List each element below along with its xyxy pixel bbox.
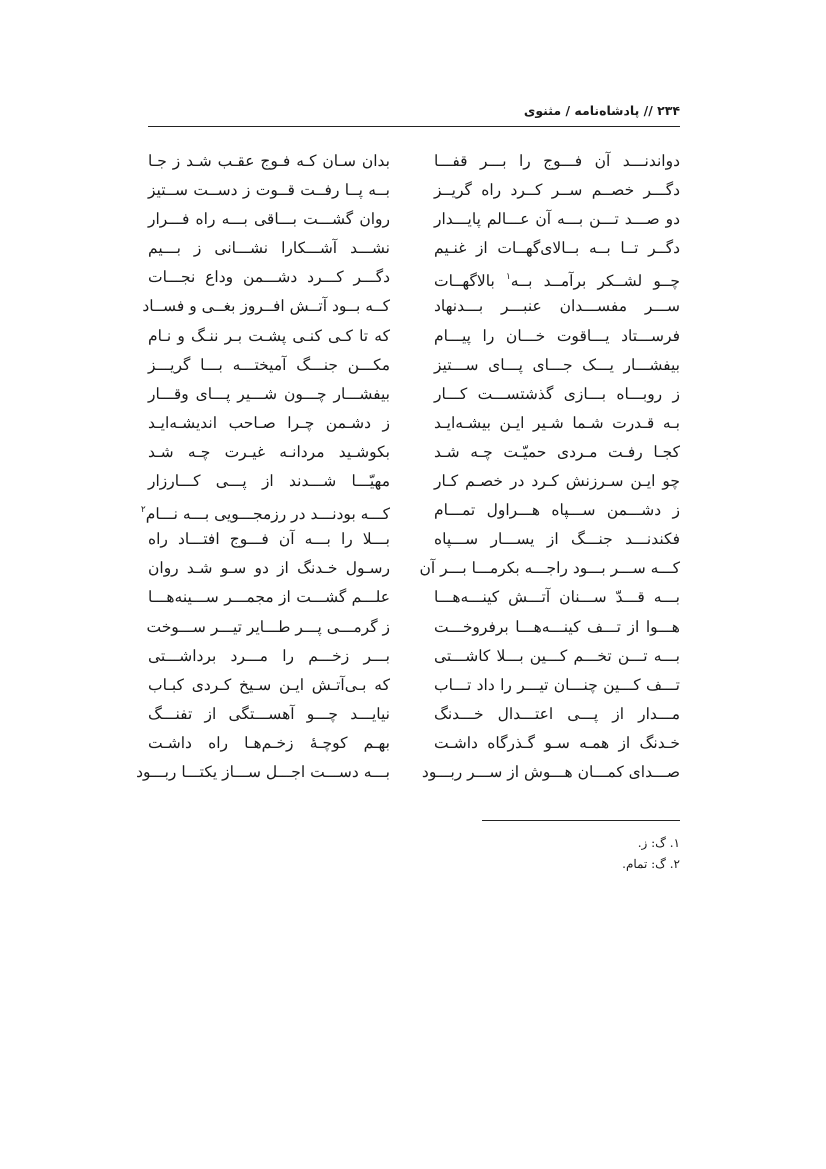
hemistich-right-text: کجـا رفـت مـردی حمیّـت چـه شـد — [434, 442, 680, 461]
hemistich-right — [434, 467, 680, 496]
hemistich-right — [434, 438, 680, 467]
couplet — [142, 292, 680, 321]
hemistich-left — [148, 671, 390, 700]
hemistich-left-text: بـــر زخـــم را مـــرد برداشـــتی — [148, 646, 390, 665]
hemistich-right — [434, 147, 680, 176]
hemistich-right-text: فکندنـــد جنـــگ از یســـار ســـپاه — [434, 530, 680, 549]
hemistich-right-text: بیفشـــار یـــک جـــای پـــای ســـتیز — [434, 355, 680, 374]
hemistich-right — [434, 409, 680, 438]
hemistich-left — [148, 380, 390, 409]
couplet — [148, 554, 680, 583]
footnote: ۱. گ: ز. — [637, 836, 680, 850]
hemistich-left-text: کــه بــود آتــش افــروز بغــی و فســاد — [142, 297, 390, 316]
couplet — [148, 351, 680, 380]
footnote-rule — [482, 820, 680, 821]
hemistich-right-tail: بالاگهــات — [434, 272, 506, 291]
hemistich-left — [148, 409, 390, 438]
couplet — [148, 263, 680, 292]
hemistich-right-text: فرســـتاد یـــاقوت خـــان را پیـــام — [434, 326, 680, 345]
hemistich-left — [148, 642, 390, 671]
hemistich-right-text: دگـــر خصــم ســر کــرد راه گریــز — [434, 181, 680, 200]
hemistich-right-text: دگــر تــا بــه بــالای‌گهــات از غنـیم — [434, 239, 680, 258]
hemistich-left-text: ز دشـمن چـرا صـاحب اندیشـه‌ایـد — [148, 413, 390, 432]
hemistich-left — [148, 729, 390, 758]
couplet — [148, 467, 680, 496]
couplet — [148, 147, 680, 176]
hemistich-left — [148, 554, 390, 583]
hemistich-left-text: دگـــر کـــرد دشـــمن وداع نجـــات — [148, 268, 390, 287]
couplet — [148, 613, 680, 642]
hemistich-right — [434, 292, 680, 321]
hemistich-left — [148, 263, 390, 292]
hemistich-right-text: خـدنگ از همـه سـو گـذرگاه داشـت — [434, 733, 680, 752]
couplet — [148, 583, 680, 612]
hemistich-right-text: هـــوا از تـــف کینـــه‌هـــا برفروخـــت — [434, 617, 680, 636]
hemistich-right-text: تـــف کـــین چنـــان تیـــر را داد تـــاب — [434, 675, 680, 694]
couplet — [148, 380, 680, 409]
couplet — [148, 205, 680, 234]
hemistich-left-text: بهـم کوچـهٔ زخـم‌هـا راه داشـت — [148, 733, 390, 752]
hemistich-right — [434, 583, 680, 612]
hemistich-right-text: بـــه قـــدّ ســـنان آتـــش کینـــه‌هـــا — [434, 588, 680, 607]
hemistich-left — [148, 438, 390, 467]
hemistich-right — [434, 700, 680, 729]
couplet — [148, 729, 680, 758]
hemistich-right-text: دو صـــد تـــن بـــه آن عـــالم پایـــدار — [434, 210, 680, 229]
couplet — [148, 322, 680, 351]
couplet — [148, 438, 680, 467]
hemistich-right-text: چو ایـن سـرزنش کـرد در خصـم کـار — [434, 472, 680, 491]
hemistich-left — [148, 205, 390, 234]
hemistich-right-text: صـــدای کمـــان هـــوش از ســـر ربـــود — [421, 762, 680, 781]
hemistich-right — [434, 525, 680, 554]
hemistich-right-text: مـــدار از پـــی اعتـــدال خـــدنگ — [434, 704, 680, 723]
hemistich-right — [434, 380, 680, 409]
footnotes — [400, 833, 680, 875]
hemistich-left-text: بدان سـان کـه فـوج عقـب شـد ز جـا — [148, 152, 390, 170]
hemistich-left — [148, 525, 390, 554]
hemistich-left — [148, 234, 390, 263]
hemistich-left-text: کـــه بودنـــد در رزمجـــویی بـــه نـــام — [145, 505, 390, 524]
hemistich-left-text: بکوشـید مردانـه غیـرت چـه شـد — [148, 442, 390, 461]
hemistich-left-text: مهیّـــا شـــدند از پـــی کـــارزار — [148, 472, 390, 491]
couplet — [148, 176, 680, 205]
hemistich-left-text: علـــم گشـــت از مجمـــر ســـینه‌هـــا — [148, 588, 390, 607]
hemistich-left — [148, 613, 390, 642]
hemistich-left — [148, 700, 390, 729]
couplet — [148, 525, 680, 554]
hemistich-left — [148, 583, 390, 612]
poem-body — [136, 147, 680, 787]
hemistich-left — [148, 322, 390, 351]
hemistich-right — [434, 263, 680, 296]
hemistich-right-text: ســـر مفســـدان عنبـــر بـــدنهاد — [434, 297, 680, 316]
hemistich-left — [148, 176, 390, 205]
hemistich-right-text: بـــه تـــن تخـــم کـــین بـــلا کاشـــتی — [434, 646, 680, 665]
hemistich-left — [148, 147, 390, 176]
hemistich-right — [434, 176, 680, 205]
hemistich-right — [434, 671, 680, 700]
hemistich-left — [142, 292, 390, 321]
hemistich-right — [434, 642, 680, 671]
hemistich-left-text: نیایـــد چـــو آهســـتگی از تفنـــگ — [148, 704, 390, 723]
hemistich-right — [434, 613, 680, 642]
hemistich-right — [434, 351, 680, 380]
hemistich-left-text: ز گرمـــی پـــر طـــایر تیـــر ســـوخت — [146, 617, 390, 636]
running-head: ۲۳۴ // پادشاه‌نامه / مثنوی — [523, 103, 680, 118]
hemistich-right — [419, 554, 680, 583]
hemistich-right — [434, 322, 680, 351]
couplet — [148, 700, 680, 729]
hemistich-left-text: که تا کـی کنـی پشـت بـر ننـگ و نـام — [148, 326, 390, 345]
couplet — [148, 642, 680, 671]
hemistich-left — [136, 758, 390, 787]
hemistich-left-text: رسـول خـدنگ از دو سـو شـد روان — [148, 559, 390, 578]
hemistich-right — [434, 205, 680, 234]
footnote: ۲. گ: تمام. — [622, 857, 680, 871]
couplet — [148, 409, 680, 438]
footnote-marker: ۲ — [140, 505, 146, 516]
header-rule — [148, 126, 680, 127]
hemistich-right — [434, 496, 680, 525]
couplet — [136, 758, 680, 787]
hemistich-left-text: بـــلا را بـــه آن فـــوج افتـــاد راه — [148, 530, 390, 549]
footnote-marker: ۱ — [505, 272, 511, 283]
hemistich-left-text: بیفشـــار چـــون شـــیر پـــای وقـــار — [148, 384, 390, 403]
couplet — [148, 671, 680, 700]
hemistich-right-text: دواندنـــد آن فـــوج را بـــر قفـــا — [434, 152, 680, 170]
hemistich-left-text: بـــه دســـت اجـــل ســـاز یکتـــا ربـــود — [136, 762, 390, 781]
hemistich-right — [421, 758, 680, 787]
hemistich-left — [148, 351, 390, 380]
hemistich-right-text: کـــه ســـر بـــود راجـــه بکرمـــا بـــر آن — [419, 559, 680, 578]
hemistich-right — [434, 729, 680, 758]
hemistich-right-text: چــو لشــکر برآمــد بــه — [510, 272, 680, 291]
hemistich-left — [140, 496, 390, 529]
hemistich-right-text: ز دشـــمن ســـپاه هـــراول تمـــام — [434, 501, 680, 520]
hemistich-left-text: مکـــن جنـــگ آمیختـــه بـــا گریـــز — [148, 355, 390, 374]
hemistich-left-text: بــه پــا رفــت قــوت ز دســت ســتیز — [148, 181, 390, 200]
hemistich-right-text: ز روبـــاه بـــازی گذشتســـت کـــار — [434, 384, 680, 403]
couplet — [148, 234, 680, 263]
couplet — [140, 496, 680, 525]
hemistich-right-text: بـه قـدرت شـما شـیر ایـن بیشـه‌ایـد — [434, 413, 680, 432]
hemistich-left-text: نشـــد آشـــکارا نشـــانی ز بـــیم — [148, 239, 390, 258]
hemistich-left-text: روان گشـــت بـــاقی بـــه راه فـــرار — [148, 210, 390, 229]
hemistich-right — [434, 234, 680, 263]
hemistich-left-text: که بـی‌آتـش ایـن سـیخ کـردی کبـاب — [148, 675, 390, 694]
hemistich-left — [148, 467, 390, 496]
